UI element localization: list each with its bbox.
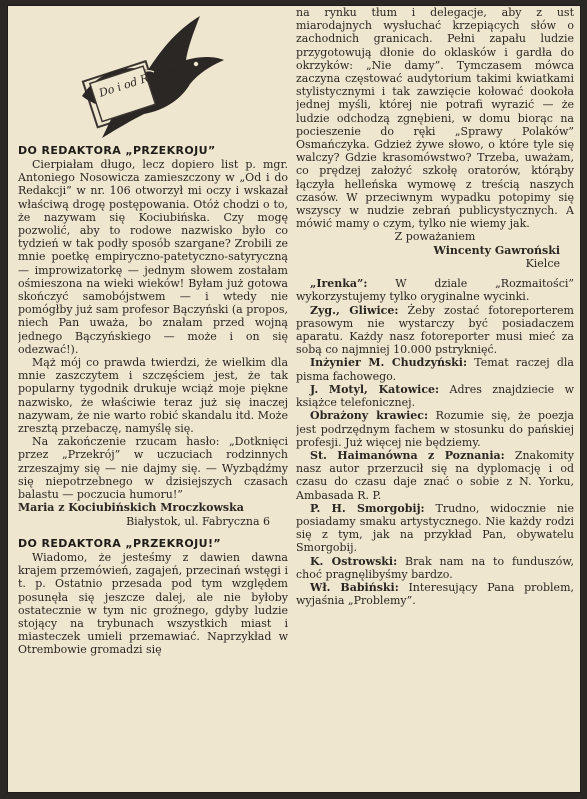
reply-text: Brak nam na to funduszów, choć pragnęlibyśmy bardzo. — [296, 554, 574, 581]
letter2-continuation: na rynku tłum i delegacje, aby z ust miarodajnych wysłuchać krzepiących słów o zachodnich granicach. Pełni zapału ludzie przygotowują dłonie do oklasków i gardła do okrzyków: „Nie damy”. Tymczasem mówca zaczyna częstować audytorium takimi kwiatkami stylistycznymi i tak zawzięcie kołować dookoła jednej myśli, której nie potrafi wyrazić — że ludzie odchodzą zgnębieni, w domu biorąc na pocieszenie do ręki „Sprawy Polaków” Osmańczyka. Gdzież żywe słowo, o które tyle się walczy? Gdzie krasomówstwo? Trzeba, uważam, co prędzej założyć szkołę oratorów, którąby łączyła helleńska wymowę z treścią naszych czasów. W przeciwnym wypadku potopimy się wszyscy w nudzie zebrań publicystycznych. A mówić mamy o czym, tylko nie wiemy jak. — [296, 6, 574, 231]
reply-name: Obrażony krawiec: — [310, 409, 429, 423]
reply-name: Inżynier M. Chudzyński: — [310, 356, 468, 370]
reply-name: J. Motyl, Katowice: — [310, 382, 440, 396]
letter2-closing: Z poważaniem — [394, 230, 476, 244]
reply-text: Znakomity nasz autor przerzucił się na dyplomację i od czasu do czasu daje znać o sobie z N. Yorku, Ambasada R. P. — [296, 448, 574, 502]
reply-item — [296, 277, 574, 303]
right-column — [296, 6, 574, 792]
reply-item — [296, 383, 574, 409]
replies-list — [296, 277, 574, 607]
reply-name: K. Ostrowski: — [310, 554, 398, 568]
reply-name: Wł. Babiński: — [310, 580, 399, 594]
letter2-paragraph: Wiadomo, że jesteśmy z dawien dawna krajem przemówień, zagajeń, przecinań wstęgi i t. p. Ostatnio przesada pod tym względem posunęła się jeszcze dalej, ale nie byłoby ostatecznie w tym nic groźnego, gdyby ludzie stojący na trybunach wszystkich miast i miasteczek umieli przemawiać. Naprzykład w Otrembowie gromadzi się — [18, 550, 288, 657]
letter2-heading: DO REDAKTORA „PRZEKROJU!” — [18, 536, 221, 550]
reply-item — [296, 304, 574, 357]
reply-item — [296, 555, 574, 581]
reply-text: Rozumie się, że poezja jest podrzędnym fachem w stosunku do pańskiej profesji. Już więcej nie będziemy. — [296, 409, 574, 449]
stamp-text: Do i od Redakcji — [97, 59, 189, 100]
reply-item — [296, 449, 574, 502]
letter1-paragraph: Na zakończenie rzucam hasło: „Dotknięci przez „Przekrój” w uczuciach rodzinnych zrzeszajmy się — nie dajmy się. — Wyzbądźmy się niepotrzebnego w dzisiejszych czasach balastu — poczucia humoru!” — [18, 435, 288, 502]
letter1-signature: Maria z Kociubińskich Mroczkowska — [18, 501, 244, 515]
reply-text: Temat raczej dla pisma fachowego. — [296, 356, 574, 383]
reply-item — [296, 356, 574, 382]
left-column — [18, 6, 288, 792]
letter1-address: Białystok, ul. Fabryczna 6 — [126, 514, 270, 528]
letter2-signature: Wincenty Gawroński — [433, 243, 560, 257]
letter1-paragraph: Cierpiałam długo, lecz dopiero list p. mgr. Antoniego Nosowicza zamieszczony w „Od i do Redakcji” w nr. 106 otworzył mi oczy i wskazał właściwą drogę postępowania. Otóż chodzi o to, że nazywam się Kociubińska. Czy mogę pozwolić, aby to rodowe nazwisko było co tydzień w tak podły sposób szargane? Zrobili ze mnie poetkę empiryczno-patetyczno-satyryczną — improwizatorkę — jednym słowem zostałam ośmieszona na wieki wieków! Byłam już gotowa skończyć samobójstwem — i wtedy nie pomógłby już sam profesor Bączyński (a propos, niech Pan uważa, bo znałam przed wojną jednego Bączyńskiego — może i on się odezwać!). — [18, 158, 288, 356]
letter1-paragraph: Mąż mój co prawda twierdzi, że wielkim dla mnie zaszczytem i szczęściem jest, że tak popularny tygodnik drukuje wciąż moje piękne nazwisko, że właściwie teraz już się inaczej nazywam, że nie warto robić skandalu itd. Może zresztą przebaczę, namyślę się. — [18, 356, 288, 436]
reply-name: „Irenka”: — [310, 277, 368, 291]
dove-icon — [78, 12, 228, 140]
reply-text: W dziale „Rozmaitości” wykorzystujemy tylko oryginalne wycinki. — [296, 277, 574, 304]
reply-text: Żeby zostać fotoreporterem prasowym nie wystarczy być posiadaczem aparatu. Każdy nasz fotoreporter musi mieć za sobą co najmniej 10.000 pstryknięć. — [296, 303, 574, 357]
reply-name: Zyg., Gliwice: — [310, 303, 399, 317]
section-logo — [18, 6, 288, 144]
reply-text: Interesujący Pana problem, wyjaśnia „Problemy”. — [296, 580, 574, 608]
reply-item — [296, 502, 574, 555]
reply-text: Trudno, widocznie nie posiadamy smaku artystycznego. Nie każdy rodzi się z tym, jak na przykład Pan, obywatelu Smorgobij. — [296, 501, 574, 555]
reply-text: Adres znajdziecie w książce telefonicznej. — [296, 382, 574, 410]
reply-name: St. Haimanówna z Poznania: — [310, 448, 505, 462]
reply-item — [296, 409, 574, 449]
reply-name: P. H. Smorgobij: — [310, 501, 425, 515]
reply-item — [296, 581, 574, 607]
letter2-city: Kielce — [525, 257, 560, 271]
newspaper-page — [8, 6, 580, 792]
letter1-heading: DO REDAKTORA „PRZEKROJU” — [18, 144, 216, 157]
